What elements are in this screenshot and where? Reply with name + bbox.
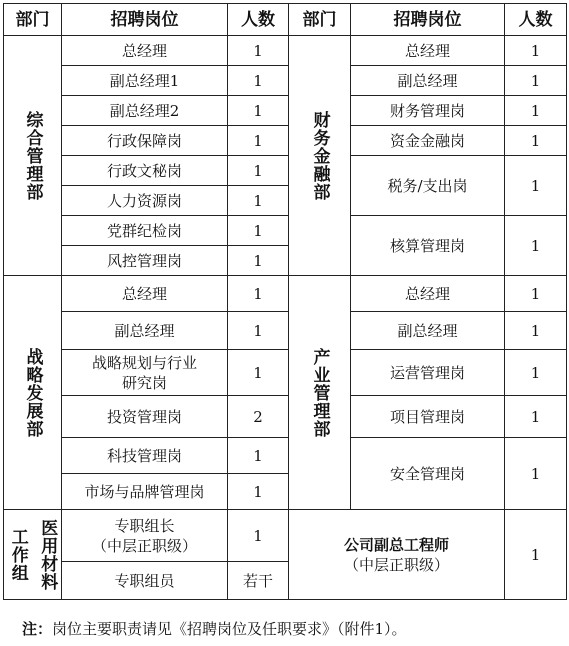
count-cell: 若干 xyxy=(228,562,289,600)
post-cell: 投资管理岗 xyxy=(62,396,228,438)
count-cell: 1 xyxy=(228,186,289,216)
count-cell: 1 xyxy=(228,474,289,510)
dept-name-zonghe: 综合管理部 xyxy=(22,110,43,201)
count-cell: 1 xyxy=(505,396,567,438)
count-cell: 1 xyxy=(505,312,567,350)
engineer-subtitle: （中层正职级） xyxy=(343,555,449,574)
post-cell: 人力资源岗 xyxy=(62,186,228,216)
dept-cell-zonghe xyxy=(4,36,62,276)
count-cell: 1 xyxy=(505,126,567,156)
table-row xyxy=(4,96,567,126)
post-line: 研究岗 xyxy=(121,373,167,392)
post-cell: 行政保障岗 xyxy=(62,126,228,156)
table-row xyxy=(4,216,567,246)
post-cell: 行政文秘岗 xyxy=(62,156,228,186)
post-cell: 财务管理岗 xyxy=(351,96,505,126)
count-cell: 1 xyxy=(228,246,289,276)
count-cell: 1 xyxy=(505,66,567,96)
count-cell: 1 xyxy=(228,36,289,66)
count-cell: 1 xyxy=(228,438,289,474)
table-row xyxy=(4,350,567,396)
table-row xyxy=(4,36,567,66)
count-cell: 1 xyxy=(505,438,567,510)
table-row xyxy=(4,276,567,312)
engineer-cell xyxy=(289,510,505,600)
count-cell: 1 xyxy=(505,276,567,312)
dept-cell-zhanlue xyxy=(4,276,62,510)
count-cell: 1 xyxy=(505,350,567,396)
header-position-left: 招聘岗位 xyxy=(62,4,228,36)
count-cell: 1 xyxy=(228,66,289,96)
post-cell: 副总经理 xyxy=(351,312,505,350)
header-position-right: 招聘岗位 xyxy=(351,4,505,36)
post-cell: 安全管理岗 xyxy=(351,438,505,510)
header-dept-right: 部门 xyxy=(289,4,351,36)
dept-name-yiyong-outer: 工作组 xyxy=(7,527,28,582)
count-cell: 1 xyxy=(228,312,289,350)
post-cell: 资金金融岗 xyxy=(351,126,505,156)
dept-name-zhanlue: 战略发展部 xyxy=(22,347,43,438)
dept-name-yiyong-inner: 医用材料 xyxy=(37,518,58,591)
footnote xyxy=(22,618,407,639)
table-row xyxy=(4,396,567,438)
count-cell: 1 xyxy=(228,350,289,396)
recruitment-table xyxy=(3,3,567,600)
table-row xyxy=(4,510,567,562)
count-cell: 1 xyxy=(505,96,567,126)
count-cell: 1 xyxy=(505,216,567,276)
header-row xyxy=(4,4,567,36)
post-line: 战略规划与行业 xyxy=(91,353,197,372)
post-cell: 专职组员 xyxy=(62,562,228,600)
count-cell: 1 xyxy=(505,156,567,216)
post-cell: 总经理 xyxy=(351,276,505,312)
post-cell: 风控管理岗 xyxy=(62,246,228,276)
post-line: 专职组长 xyxy=(114,516,175,535)
count-cell: 1 xyxy=(228,156,289,186)
post-cell: 科技管理岗 xyxy=(62,438,228,474)
post-cell: 总经理 xyxy=(62,36,228,66)
post-cell: 副总经理2 xyxy=(62,96,228,126)
post-cell: 副总经理 xyxy=(62,312,228,350)
count-cell: 1 xyxy=(505,36,567,66)
table-row xyxy=(4,312,567,350)
post-cell-multiline xyxy=(62,350,228,396)
post-cell: 副总经理1 xyxy=(62,66,228,96)
count-cell: 1 xyxy=(228,276,289,312)
dept-name-caiwu: 财务金融部 xyxy=(309,110,330,201)
count-cell: 1 xyxy=(505,510,567,600)
count-cell: 1 xyxy=(228,126,289,156)
engineer-title: 公司副总工程师 xyxy=(343,535,449,554)
post-line: （中层正职级） xyxy=(91,536,197,555)
dept-cell-caiwu xyxy=(289,36,351,276)
count-cell: 2 xyxy=(228,396,289,438)
count-cell: 1 xyxy=(228,510,289,562)
dept-cell-yiyong xyxy=(4,510,62,600)
footnote-prefix: 注： xyxy=(22,620,53,638)
post-cell: 党群纪检岗 xyxy=(62,216,228,246)
post-cell: 总经理 xyxy=(351,36,505,66)
post-cell: 副总经理 xyxy=(351,66,505,96)
header-dept-left: 部门 xyxy=(4,4,62,36)
dept-cell-chanye xyxy=(289,276,351,510)
header-count-left: 人数 xyxy=(228,4,289,36)
count-cell: 1 xyxy=(228,216,289,246)
post-cell-multiline xyxy=(62,510,228,562)
post-cell: 运营管理岗 xyxy=(351,350,505,396)
post-cell: 项目管理岗 xyxy=(351,396,505,438)
post-cell: 市场与品牌管理岗 xyxy=(62,474,228,510)
count-cell: 1 xyxy=(228,96,289,126)
post-cell: 核算管理岗 xyxy=(351,216,505,276)
post-cell: 税务/支出岗 xyxy=(351,156,505,216)
table-row xyxy=(4,156,567,186)
table-row xyxy=(4,438,567,474)
table-row xyxy=(4,66,567,96)
dept-name-chanye: 产业管理部 xyxy=(309,347,330,438)
header-count-right: 人数 xyxy=(505,4,567,36)
footnote-text: 岗位主要职责请见《招聘岗位及任职要求》（附件1）。 xyxy=(52,620,407,638)
post-cell: 总经理 xyxy=(62,276,228,312)
table-row xyxy=(4,126,567,156)
